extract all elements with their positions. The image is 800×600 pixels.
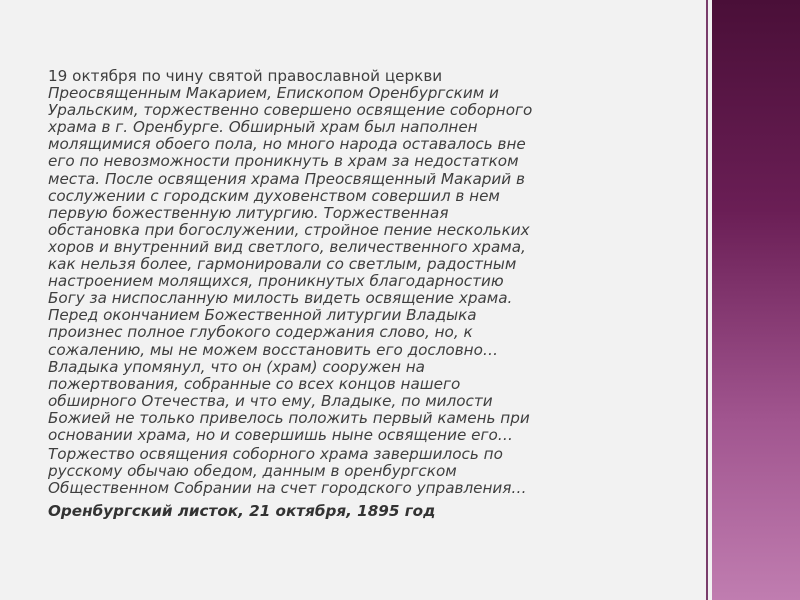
accent-side-bar — [712, 0, 800, 600]
slide-content — [48, 68, 708, 520]
main-paragraph-body: Преосвященным Макарием, Епископом Оренбургским и Уральским, торжественно совершено освящение соборного храма в г. Оренбурге. Обширный храм был наполнен молящимися обоего пола, но много народа оставалось вне его по невозможности проникнуть в храм за недостатком места. После освящения храма Преосвященный Макарий в сослужении с городским духовенством совершил в нем первую божественную литургию. Торжественная обстановка при богослужении, стройное пение нескольких хоров и внутренний вид светлого, величественного храма, как нельзя более, гармонировали со светлым, радостным настроением молящихся, проникнутых благодарностию Богу за ниспосланную милость видеть освящение храма. Перед окончанием Божественной литургии Владыка произнес полное глубокого содержания слово, но, к сожалению, мы не можем восстановить его дословно… Владыка упомянул, что он (храм) сооружен на пожертвования, собранные со всех концов нашего обширного Отечества, и что ему, Владыке, по милости Божией не только привелось положить первый камень при основании храма, но и совершишь ныне освящение его… — [48, 84, 533, 444]
closing-paragraph: Торжество освящения соборного храма завершилось по русскому обычаю обедом, данным в оренбургском Общественном Собрании на счет городского управления… — [48, 445, 527, 498]
main-paragraph — [48, 68, 708, 444]
source-citation: Оренбургский листок, 21 октября, 1895 год — [48, 502, 436, 521]
main-paragraph-first-line: 19 октября по чину святой православной церкви — [48, 67, 443, 85]
